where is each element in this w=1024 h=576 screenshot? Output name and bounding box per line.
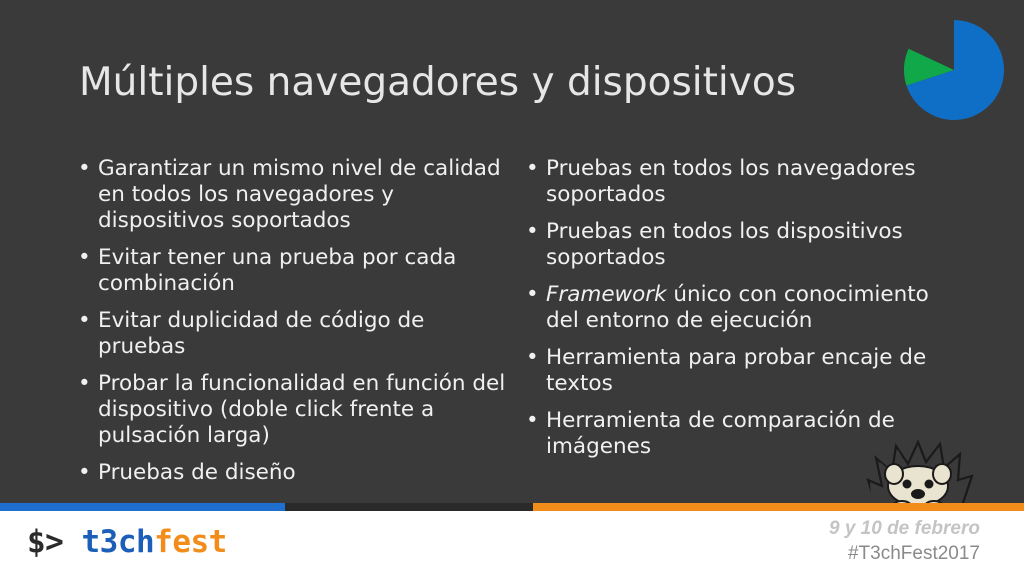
bullet-text: Garantizar un mismo nivel de calidad en todos los navegadores y dispositivos soportados [98,156,501,233]
bullet-text: Pruebas en todos los dispositivos soportados [546,219,903,270]
list-item [78,156,508,234]
bullet-text-emphasis: Framework [546,282,667,307]
list-item [78,245,508,297]
list-item [78,460,508,486]
bullet-icon: • [526,408,539,433]
event-date: 9 y 10 de febrero [828,518,980,539]
bullet-icon: • [526,219,539,244]
bullet-icon: • [78,245,91,270]
logo-t3ch: t3ch [81,524,155,560]
bullet-icon: • [526,345,539,370]
list-item [78,371,508,449]
accent-bar-dark [285,503,533,511]
logo-fest: fest [154,524,227,560]
list-item [526,156,966,208]
progress-pie-icon [904,20,1004,120]
bullet-icon: • [78,156,91,181]
bullet-text: Probar la funcionalidad en función del dispositivo (doble click frente a pulsación larga) [98,371,506,448]
logo-prompt: $> [27,524,64,560]
bullet-text: Pruebas en todos los navegadores soportados [546,156,916,207]
accent-bar [0,503,1024,511]
bullet-icon: • [526,282,539,307]
bullet-icon: • [78,371,91,396]
bullet-text: Pruebas de diseño [98,460,296,485]
bullet-text: único con conocimiento del entorno de ejecución [546,282,929,333]
bullet-text: Herramienta de comparación de imágenes [546,408,895,459]
bullet-icon: • [78,460,91,485]
bullet-text: Evitar duplicidad de código de pruebas [98,308,425,359]
t3chfest-logo [27,524,227,560]
hedgehog-mascot-icon [862,440,976,512]
accent-bar-orange [533,503,1024,511]
event-hashtag: #T3chFest2017 [847,543,980,564]
list-item [526,282,966,334]
left-bullet-list [78,156,508,497]
list-item [78,308,508,360]
list-item [526,345,966,397]
bullet-icon: • [526,156,539,181]
list-item [526,219,966,271]
bullet-text: Evitar tener una prueba por cada combinación [98,245,457,296]
bullet-icon: • [78,308,91,333]
accent-bar-blue [0,503,285,511]
slide-title: Múltiples navegadores y dispositivos [79,60,797,105]
right-bullet-list [526,156,966,471]
bullet-text: Herramienta para probar encaje de textos [546,345,927,396]
